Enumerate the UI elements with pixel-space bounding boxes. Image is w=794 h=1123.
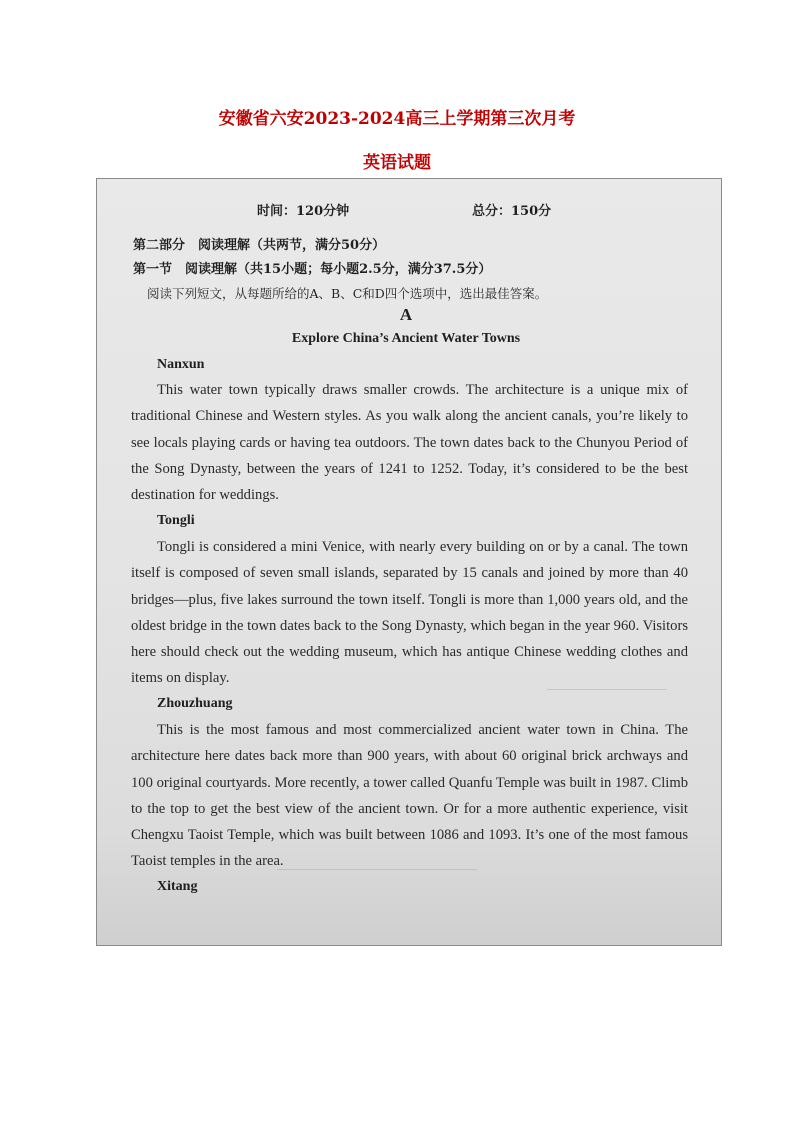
scanned-exam-page (96, 178, 722, 946)
town-heading-tongli: Tongli (157, 513, 195, 528)
paragraph-tongli: Tongli is considered a mini Venice, with nearly every building on or by a canal. The town itself is composed of seven small islands, separated by 15 canals and joined by more than 40 bridges—plus, five lakes surround the town itself. Tongli is more than 1,000 years old, and the oldest bridge in the town dates back to the Song Dynasty, which began in the year 960. Visitors here should check out the wedding museum, which has antique Chinese wedding clothes and items on display. (131, 539, 688, 687)
passage-letter: A (399, 305, 413, 324)
instruction-text: 阅读下列短文，从每题所给的A、B、C和D四个选项中，选出最佳答案。 (147, 286, 548, 301)
town-heading-nanxun: Nanxun (157, 357, 205, 372)
document-title: 安徽省六安2023-2024高三上学期第三次月考 (218, 109, 576, 129)
section-heading: 第一节 阅读理解（共15小题；每小题2.5分，满分37.5分） (133, 262, 492, 277)
paragraph-zhouzhuang: This is the most famous and most commercialized ancient water town in China. The architecture here dates back more than 900 years, with about 60 original brick archways and 100 original courtyards. More recently, a tower called Quanfu Temple was built in 1987. Climb to the top to get the best view of the ancient town. Or for a more authentic experience, visit Chengxu Taoist Temple, which was built between 1086 and 1093. It’s one of the most famous Taoist temples in the area. (131, 722, 688, 870)
part-heading: 第二部分 阅读理解（共两节，满分50分） (133, 238, 386, 253)
exam-total-score: 总分：150分 (472, 204, 552, 219)
exam-time: 时间：120分钟 (257, 204, 350, 219)
passage-title: Explore China’s Ancient Water Towns (291, 331, 521, 346)
town-heading-xitang: Xitang (157, 879, 198, 894)
document-subtitle: 英语试题 (363, 153, 431, 173)
paragraph-nanxun: This water town typically draws smaller crowds. The architecture is a unique mix of traditional Chinese and Western styles. As you walk along the ancient canals, you’re likely to see locals playing cards or having tea outdoors. The town dates back to the Chunyou Period of the Song Dynasty, between the years of 1241 to 1252. Today, it’s considered to be the best destination for weddings. (131, 382, 688, 504)
town-heading-zhouzhuang: Zhouzhuang (157, 696, 233, 711)
